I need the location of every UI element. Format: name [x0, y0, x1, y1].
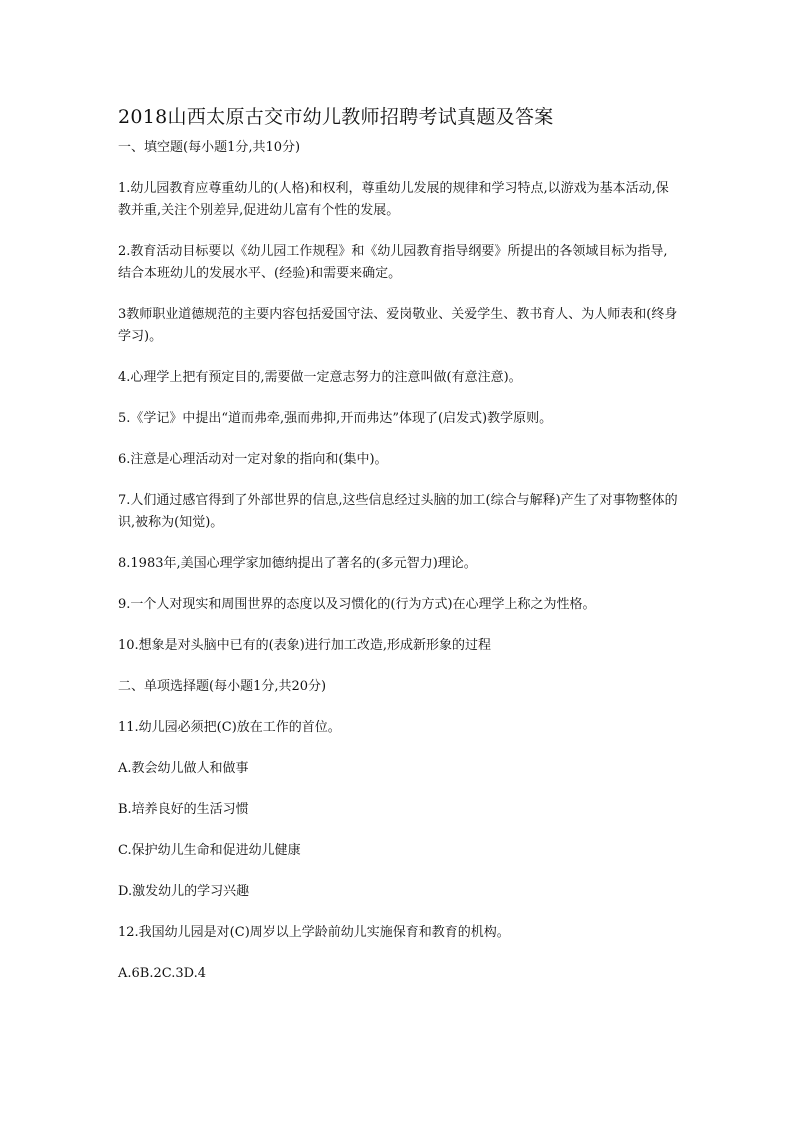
- question-11-option-a: A.教会幼儿做人和做事: [118, 761, 249, 776]
- question-2: 2.教育活动目标要以《幼儿园工作规程》和《幼儿园教育指导纲要》所提出的各领域目标为指导,结合本班幼儿的发展水平、(经验)和需要来确定。: [118, 244, 668, 281]
- question-11-option-c: C.保护幼儿生命和促进幼儿健康: [118, 843, 301, 858]
- question-5: 5.《学记》中提出“道而弗牵,强而弗抑,开而弗达”体现了(启发式)教学原则。: [118, 411, 553, 426]
- document-title: 2018山西太原古交市幼儿教师招聘考试真题及答案: [118, 106, 554, 128]
- question-4: 4.心理学上把有预定目的,需要做一定意志努力的注意叫做(有意注意)。: [118, 370, 522, 385]
- question-8: 8.1983年,美国心理学家加德纳提出了著名的(多元智力)理论。: [118, 556, 477, 571]
- section-heading-single-choice: 二、单项选择题(每小题1分,共20分): [118, 679, 327, 694]
- question-3: 3教师职业道德规范的主要内容包括爱国守法、爱岗敬业、关爱学生、教书育人、为人师表和(终身学习)。: [118, 307, 678, 344]
- question-1: 1.幼儿园教育应尊重幼儿的(人格)和权利，尊重幼儿发展的规律和学习特点,以游戏为基本活动,保教并重,关注个别差异,促进幼儿富有个性的发展。: [118, 181, 669, 218]
- question-9: 9.一个人对现实和周围世界的态度以及习惯化的(行为方式)在心理学上称之为性格。: [118, 597, 596, 612]
- question-11: 11.幼儿园必须把(C)放在工作的首位。: [118, 720, 341, 735]
- question-10: 10.想象是对头脑中已有的(表象)进行加工改造,形成新形象的过程: [118, 638, 491, 653]
- section-heading-fill-in: 一、填空题(每小题1分,共10分): [118, 140, 301, 155]
- question-12: 12.我国幼儿园是对(C)周岁以上学龄前幼儿实施保育和教育的机构。: [118, 925, 510, 940]
- question-6: 6.注意是心理活动对一定对象的指向和(集中)。: [118, 452, 388, 467]
- question-7: 7.人们通过感官得到了外部世界的信息,这些信息经过头脑的加工(综合与解释)产生了对事物整体的识,被称为(知觉)。: [118, 493, 678, 530]
- question-11-option-b: B.培养良好的生活习惯: [118, 802, 249, 817]
- question-11-option-d: D.激发幼儿的学习兴趣: [118, 884, 250, 899]
- question-12-options: A.6B.2C.3D.4: [118, 966, 206, 981]
- document-page: [118, 104, 678, 985]
